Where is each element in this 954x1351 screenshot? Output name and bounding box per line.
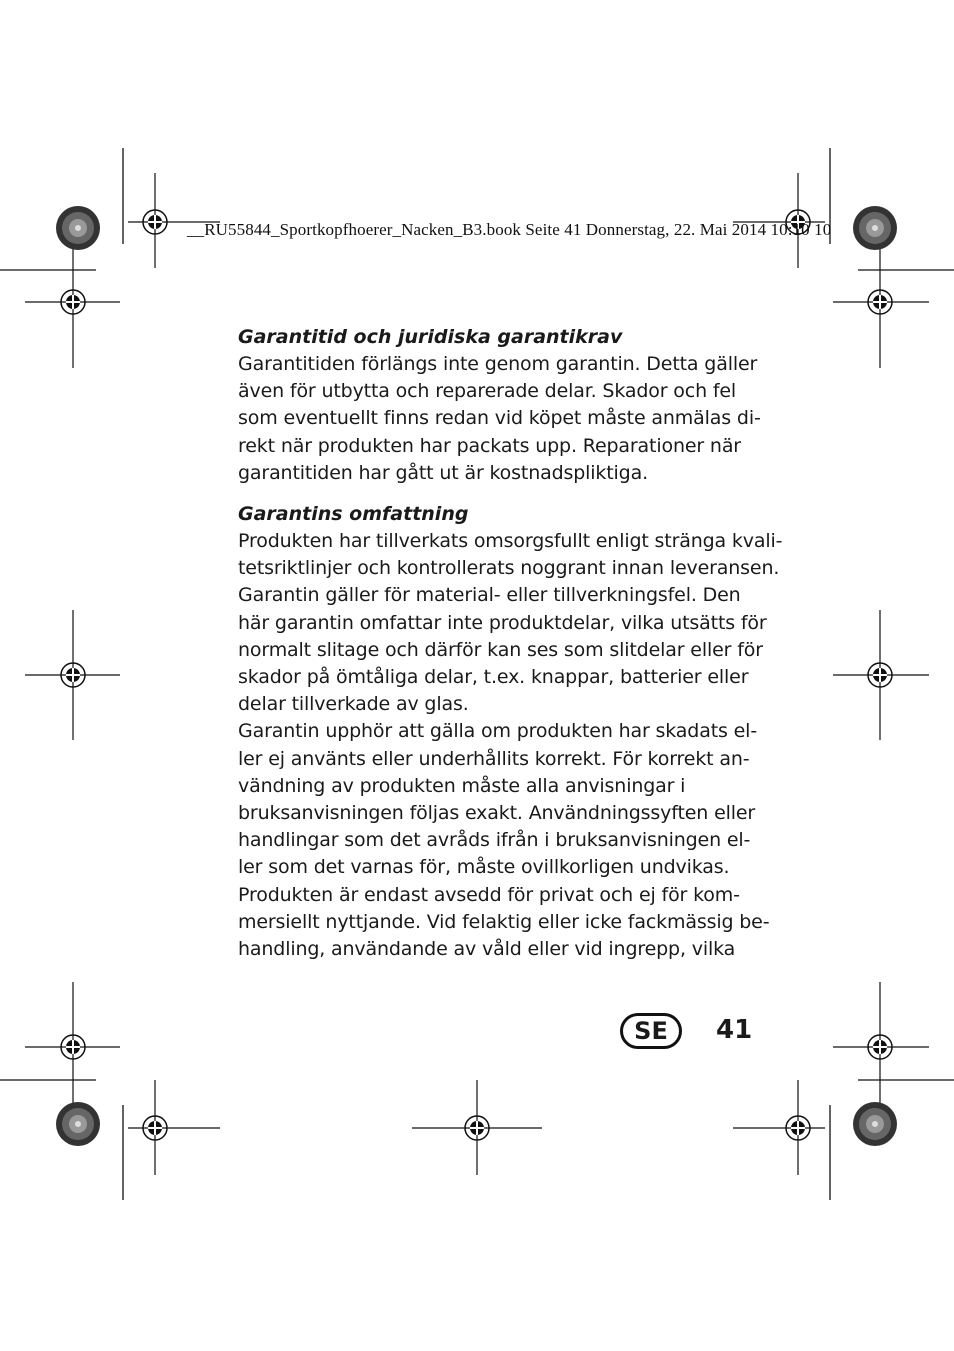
text-line: ler som det varnas för, måste ovillkorligen undvikas. [238, 856, 730, 879]
text-line: Garantin gäller för material- eller tillverkningsfel. Den [238, 584, 741, 607]
text-line: rekt när produkten har packats upp. Reparationer när [238, 434, 741, 457]
section-heading: Garantins omfattning [238, 503, 469, 526]
document-body [238, 324, 783, 977]
text-line: Garantitiden förlängs inte genom garantin. Detta gäller [238, 353, 758, 375]
text-line: även för utbytta och reparerade delar. Skador och fel [238, 380, 737, 403]
text-line: Garantin upphör att gälla om produkten har skadats el- [238, 720, 758, 743]
print-slug-header: __RU55844_Sportkopfhoerer_Nacken_B3.book Seite 41 Donnerstag, 22. Mai 2014 10:10 10 [187, 220, 832, 239]
text-line: handlingar som det avråds ifrån i bruksanvisningen el- [238, 829, 751, 852]
text-line: handling, användande av våld eller vid ingrepp, vilka [238, 938, 736, 961]
text-line: skador på ömtåliga delar, t.ex. knappar, batterier eller [238, 666, 749, 689]
text-line: Produkten är endast avsedd för privat och ej för kom- [238, 883, 740, 906]
text-line: som eventuellt finns redan vid köpet måste anmälas di- [238, 407, 761, 430]
text-line: ler ej använts eller underhållits korrekt. För korrekt an- [238, 747, 750, 770]
text-line: delar tillverkade av glas. [238, 693, 469, 716]
section-heading: Garantitid och juridiska garantikrav [238, 326, 623, 348]
language-badge: SE [620, 1013, 682, 1049]
text-line: garantitiden har gått ut är kostnadspliktiga. [238, 461, 648, 484]
section-warranty-period [238, 324, 768, 487]
section-warranty-scope [238, 501, 783, 963]
page-number: 41 [716, 1015, 753, 1045]
text-line: Produkten har tillverkats omsorgsfullt enligt stränga kvali- [238, 530, 783, 553]
text-line: här garantin omfattar inte produktdelar, vilka utsätts för [238, 611, 767, 634]
text-line: tetsriktlinjer och kontrollerats noggrant innan leveransen. [238, 557, 780, 580]
text-line: vändning av produkten måste alla anvisningar i [238, 774, 686, 797]
text-line: mersiellt nyttjande. Vid felaktig eller icke fackmässig be- [238, 910, 770, 933]
text-line: normalt slitage och därför kan ses som slitdelar eller för [238, 638, 763, 661]
text-line: bruksanvisningen följas exakt. Användningssyften eller [238, 802, 756, 825]
